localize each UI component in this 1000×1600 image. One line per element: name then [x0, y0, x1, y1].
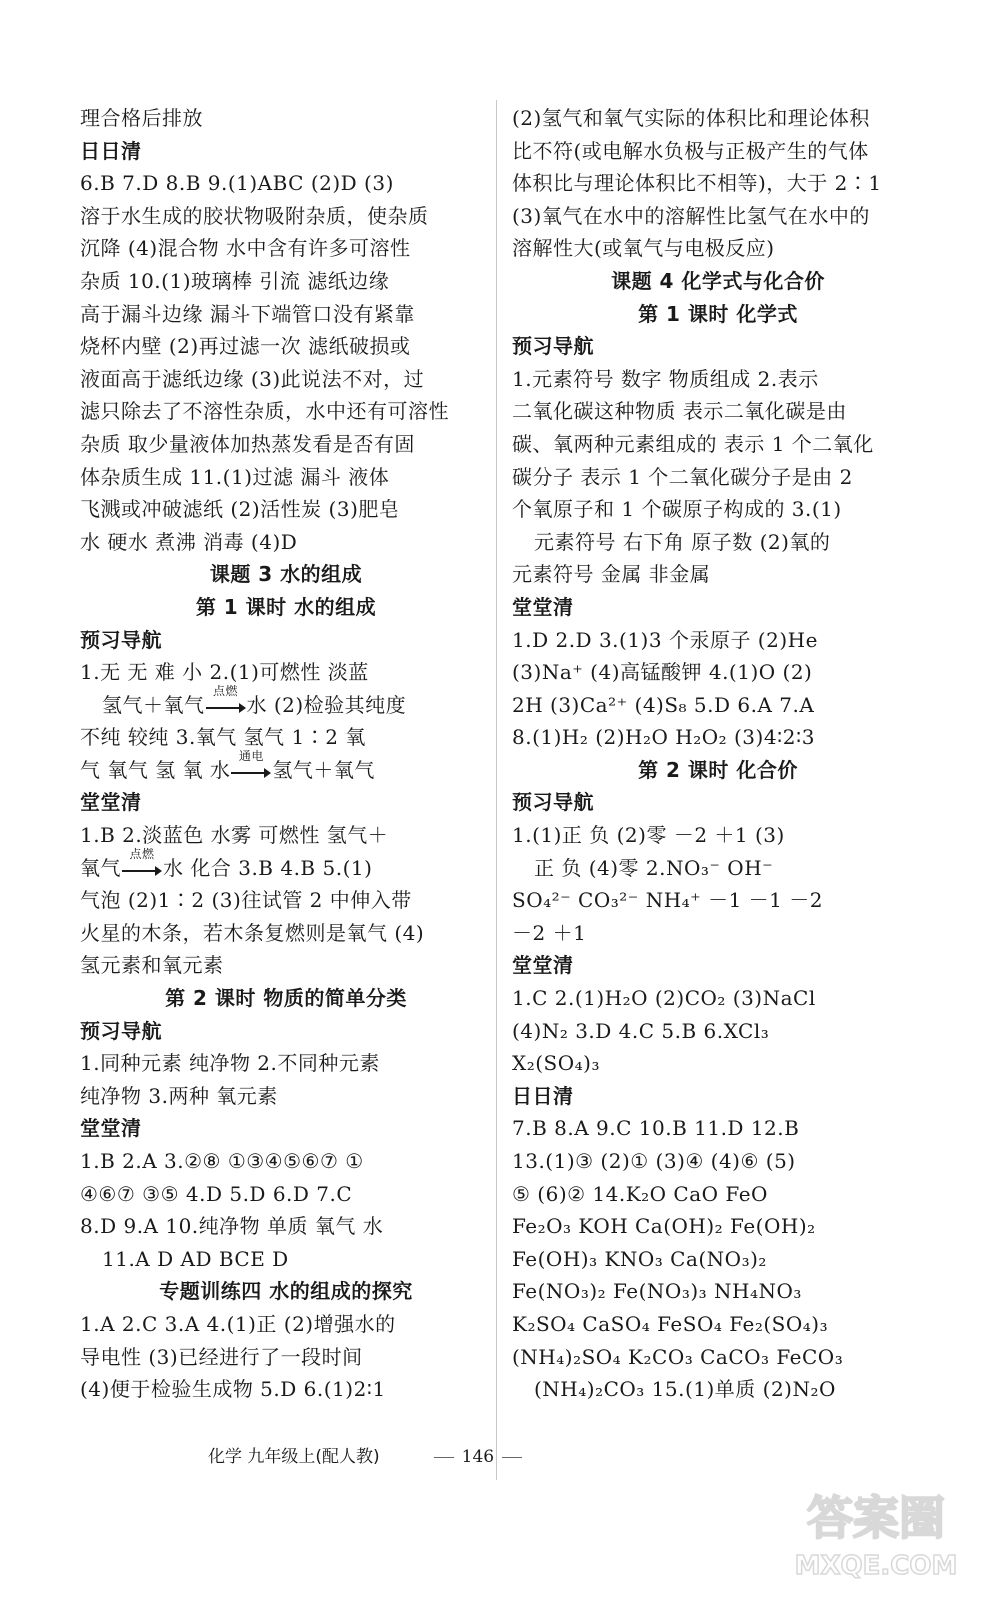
text-line: 比不符(或电解水负极与正极产生的气体: [512, 138, 869, 163]
text-line: 11.A D AD BCE D: [102, 1246, 289, 1271]
watermark-text: 答案圈: [807, 1491, 945, 1545]
footer-subject: 化学 九年级上(配人教): [208, 1447, 380, 1467]
text-line: 体杂质生成 11.(1)过滤 漏斗 液体: [80, 464, 390, 489]
text-line: 元素符号 金属 非金属: [512, 562, 711, 587]
text-line: Fe(NO₃)₂ Fe(NO₃)₃ NH₄NO₃: [512, 1279, 802, 1304]
watermark-logo: [776, 1476, 976, 1586]
period-title: 第 1 课时 水的组成: [195, 594, 377, 619]
section-heading: 堂堂清: [80, 1116, 142, 1141]
section-heading: 预习导航: [512, 334, 594, 359]
section-heading: 预习导航: [80, 1018, 162, 1043]
text-line: 1.无 无 难 小 2.(1)可燃性 淡蓝: [80, 660, 369, 685]
section-heading: 预习导航: [512, 790, 594, 815]
text-line: 1.B 2.淡蓝色 水雾 可燃性 氢气＋: [80, 823, 389, 848]
text-line: 理合格后排放: [80, 106, 203, 130]
reaction-condition: 点燃: [212, 684, 238, 699]
text-line: 水 硬水 煮沸 消毒 (4)D: [80, 529, 298, 554]
text-line: 1.D 2.D 3.(1)3 个汞原子 (2)He: [512, 627, 818, 652]
lesson-title: 课题 3 水的组成: [209, 562, 363, 587]
text-line: 烧杯内壁 (2)再过滤一次 滤纸破损或: [80, 334, 411, 359]
text-line: 溶解性大(或氧气与电极反应): [512, 236, 775, 261]
period-title: 第 2 课时 化合价: [638, 757, 798, 782]
text-line: Fe(OH)₃ KNO₃ Ca(NO₃)₂: [512, 1246, 767, 1271]
lesson-title: 课题 4 化学式与化合价: [611, 268, 825, 293]
text-line: 纯净物 3.两种 氧元素: [80, 1083, 278, 1108]
topic-title: 专题训练四 水的组成的探究: [159, 1279, 413, 1304]
equation-line: [80, 749, 492, 787]
reaction-arrow: [206, 684, 246, 712]
text-line: 碳分子 表示 1 个二氧化碳分子是由 2: [512, 464, 853, 489]
text-line: －2 ＋1: [512, 920, 587, 945]
text-line: (NH₄)₂SO₄ K₂CO₃ CaCO₃ FeCO₃: [512, 1344, 844, 1369]
equation-rest: 水 化合 3.B 4.B 5.(1): [163, 855, 373, 880]
equation-reactants: 气 氧气 氢 氧 水: [80, 757, 231, 782]
left-column: [80, 102, 492, 1406]
text-line: (2)氢气和氧气实际的体积比和理论体积: [512, 106, 870, 130]
text-line: 溶于水生成的胶状物吸附杂质，使杂质: [80, 203, 429, 228]
section-heading: 堂堂清: [512, 953, 574, 978]
column-divider: [496, 100, 497, 1480]
text-line: ⑤ (6)② 14.K₂O CaO FeO: [512, 1181, 768, 1206]
text-line: X₂(SO₄)₃: [512, 1051, 600, 1076]
text-line: 1.A 2.C 3.A 4.(1)正 (2)增强水的: [80, 1311, 396, 1336]
section-heading: 堂堂清: [80, 790, 142, 815]
section-heading: 日日清: [512, 1083, 574, 1108]
watermark-url: MXQE.COM: [794, 1551, 958, 1581]
text-line: 8.D 9.A 10.纯净物 单质 氧气 水: [80, 1214, 384, 1239]
page-number: 146: [461, 1447, 495, 1467]
text-line: 沉降 (4)混合物 水中含有许多可溶性: [80, 236, 411, 261]
text-line: 导电性 (3)已经进行了一段时间: [80, 1344, 363, 1369]
text-line: 8.(1)H₂ (2)H₂O H₂O₂ (3)4∶2∶3: [512, 725, 815, 750]
text-line: 氢元素和氧元素: [80, 953, 224, 978]
text-line: 6.B 7.D 8.B 9.(1)ABC (2)D (3): [80, 171, 394, 196]
period-title: 第 2 课时 物质的简单分类: [165, 986, 407, 1011]
equation-products: 氢气＋氧气: [272, 757, 375, 782]
text-line: SO₄²⁻ CO₃²⁻ NH₄⁺ －1 －1 －2: [512, 888, 823, 913]
section-heading: 预习导航: [80, 627, 162, 652]
text-line: 7.B 8.A 9.C 10.B 11.D 12.B: [512, 1116, 800, 1141]
equation-reactants: 氧气: [80, 855, 121, 880]
text-line: 2H (3)Ca²⁺ (4)S₈ 5.D 6.A 7.A: [512, 692, 815, 717]
text-line: 1.(1)正 负 (2)零 －2 ＋1 (3): [512, 823, 785, 848]
equation-line: [80, 847, 492, 885]
reaction-condition: 通电: [238, 749, 264, 764]
valence-line: 1.C 2.(1)H₂O (2)CO₂ (3)NaCl: [512, 986, 816, 1011]
text-line: K₂SO₄ CaSO₄ FeSO₄ Fe₂(SO₄)₃: [512, 1311, 829, 1336]
section-heading: 堂堂清: [512, 594, 574, 619]
text-line: 飞溅或冲破滤纸 (2)活性炭 (3)肥皂: [80, 497, 400, 522]
reaction-condition: 点燃: [129, 847, 155, 862]
reaction-arrow: [122, 847, 162, 875]
equation-line: [80, 684, 492, 722]
text-line: 二氧化碳这种物质 表示二氧化碳是由: [512, 399, 847, 424]
text-line: 正 负 (4)零 2.NO₃⁻ OH⁻: [534, 855, 774, 880]
equation-reactants: 氢气＋氧气: [102, 692, 205, 717]
text-line: 高于漏斗边缘 漏斗下端管口没有紧靠: [80, 301, 415, 326]
text-line: (4)便于检验生成物 5.D 6.(1)2∶1: [80, 1377, 386, 1402]
text-line: 1.B 2.A 3.②⑧ ①③④⑤⑥⑦ ①: [80, 1149, 364, 1173]
text-line: 火星的木条，若木条复燃则是氧气 (4): [80, 920, 425, 945]
text-line: 1.元素符号 数字 物质组成 2.表示: [512, 366, 819, 391]
section-heading: 日日清: [80, 138, 142, 163]
text-line: 1.同种元素 纯净物 2.不同种元素: [80, 1051, 380, 1076]
text-line: (4)N₂ 3.D 4.C 5.B 6.XCl₃: [512, 1018, 770, 1043]
text-line: 13.(1)③ (2)① (3)④ (4)⑥ (5): [512, 1149, 796, 1173]
text-line: Fe₂O₃ KOH Ca(OH)₂ Fe(OH)₂: [512, 1214, 816, 1239]
text-line: 杂质 取少量液体加热蒸发看是否有固: [80, 431, 415, 456]
equation-rest: 水 (2)检验其纯度: [246, 692, 407, 717]
text-line: 元素符号 右下角 原子数 (2)氧的: [534, 529, 831, 554]
text-line: (3)Na⁺ (4)高锰酸钾 4.(1)O (2): [512, 660, 813, 685]
text-line: ④⑥⑦ ③⑤ 4.D 5.D 6.D 7.C: [80, 1181, 353, 1206]
text-line: 体积比与理论体积比不相等)，大于 2∶1: [512, 171, 882, 196]
text-line: 气泡 (2)1∶2 (3)往试管 2 中伸入带: [80, 888, 412, 913]
text-line: (3)氧气在水中的溶解性比氢气在水中的: [512, 203, 870, 228]
text-line: 不纯 较纯 3.氧气 氢气 1∶2 氧: [80, 725, 366, 750]
text-line: 杂质 10.(1)玻璃棒 引流 滤纸边缘: [80, 268, 390, 293]
text-line: 液面高于滤纸边缘 (3)此说法不对，过: [80, 366, 425, 391]
text-line: 个氧原子和 1 个碳原子构成的 3.(1): [512, 497, 842, 522]
text-line: 滤只除去了不溶性杂质，水中还有可溶性: [80, 399, 449, 424]
right-column: [512, 102, 924, 1406]
reaction-arrow: [231, 749, 271, 777]
period-title: 第 1 课时 化学式: [638, 301, 798, 326]
page-footer: [208, 1442, 530, 1467]
text-line: (NH₄)₂CO₃ 15.(1)单质 (2)N₂O: [534, 1377, 836, 1402]
text-line: 碳、氧两种元素组成的 表示 1 个二氧化: [512, 431, 874, 456]
